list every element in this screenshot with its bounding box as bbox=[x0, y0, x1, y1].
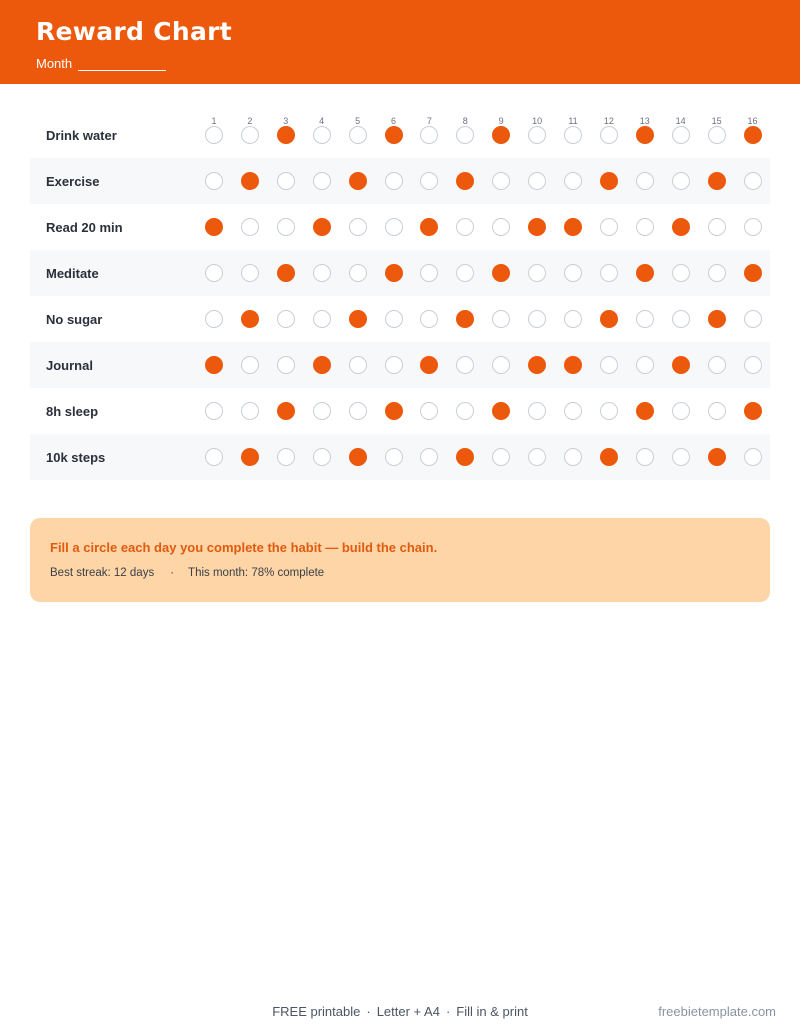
footer-item: Letter + A4 bbox=[376, 1004, 440, 1019]
empty-day-circle[interactable] bbox=[528, 402, 546, 420]
day-number: 7 bbox=[426, 116, 432, 126]
empty-day-circle[interactable] bbox=[349, 264, 367, 282]
empty-day-circle[interactable] bbox=[313, 310, 331, 328]
day-number: 10 bbox=[532, 116, 543, 126]
empty-day-circle[interactable] bbox=[420, 402, 438, 420]
empty-day-circle[interactable] bbox=[349, 126, 367, 144]
day-number: 9 bbox=[498, 116, 504, 126]
month-field bbox=[36, 56, 166, 71]
empty-day-circle[interactable] bbox=[672, 126, 690, 144]
filled-day-circle[interactable] bbox=[241, 310, 259, 328]
filled-day-circle[interactable] bbox=[241, 448, 259, 466]
filled-day-circle[interactable] bbox=[313, 218, 331, 236]
habit-row bbox=[30, 296, 770, 342]
filled-day-circle[interactable] bbox=[744, 126, 762, 144]
filled-day-circle[interactable] bbox=[456, 310, 474, 328]
empty-day-circle[interactable] bbox=[456, 218, 474, 236]
empty-day-circle[interactable] bbox=[600, 356, 618, 374]
empty-day-circle[interactable] bbox=[528, 310, 546, 328]
habit-label: 8h sleep bbox=[46, 404, 99, 419]
empty-day-circle[interactable] bbox=[672, 402, 690, 420]
habit-chart bbox=[30, 112, 770, 488]
empty-day-circle[interactable] bbox=[420, 172, 438, 190]
filled-day-circle[interactable] bbox=[385, 264, 403, 282]
empty-day-circle[interactable] bbox=[564, 126, 582, 144]
empty-day-circle[interactable] bbox=[600, 264, 618, 282]
day-number: 15 bbox=[711, 116, 722, 126]
empty-day-circle[interactable] bbox=[241, 126, 259, 144]
empty-day-circle[interactable] bbox=[564, 402, 582, 420]
empty-day-circle[interactable] bbox=[205, 402, 223, 420]
empty-day-circle[interactable] bbox=[708, 126, 726, 144]
filled-day-circle[interactable] bbox=[492, 264, 510, 282]
filled-day-circle[interactable] bbox=[277, 264, 295, 282]
empty-day-circle[interactable] bbox=[456, 402, 474, 420]
empty-day-circle[interactable] bbox=[708, 218, 726, 236]
habit-label: Journal bbox=[46, 358, 93, 373]
empty-day-circle[interactable] bbox=[528, 126, 546, 144]
empty-day-circle[interactable] bbox=[672, 172, 690, 190]
filled-day-circle[interactable] bbox=[385, 402, 403, 420]
empty-day-circle[interactable] bbox=[672, 448, 690, 466]
empty-day-circle[interactable] bbox=[708, 356, 726, 374]
empty-day-circle[interactable] bbox=[708, 402, 726, 420]
instruction-note bbox=[30, 518, 770, 602]
empty-day-circle[interactable] bbox=[636, 218, 654, 236]
filled-day-circle[interactable] bbox=[241, 172, 259, 190]
filled-day-circle[interactable] bbox=[456, 172, 474, 190]
empty-day-circle[interactable] bbox=[205, 310, 223, 328]
empty-day-circle[interactable] bbox=[385, 218, 403, 236]
empty-day-circle[interactable] bbox=[744, 448, 762, 466]
empty-day-circle[interactable] bbox=[420, 264, 438, 282]
empty-day-circle[interactable] bbox=[636, 448, 654, 466]
empty-day-circle[interactable] bbox=[456, 264, 474, 282]
note-stats bbox=[50, 567, 324, 579]
habit-row bbox=[30, 112, 770, 158]
filled-day-circle[interactable] bbox=[564, 356, 582, 374]
filled-day-circle[interactable] bbox=[349, 310, 367, 328]
empty-day-circle[interactable] bbox=[492, 448, 510, 466]
day-number: 4 bbox=[319, 116, 325, 126]
habit-row bbox=[30, 434, 770, 480]
filled-day-circle[interactable] bbox=[708, 448, 726, 466]
empty-day-circle[interactable] bbox=[600, 126, 618, 144]
empty-day-circle[interactable] bbox=[385, 172, 403, 190]
day-number: 8 bbox=[462, 116, 468, 126]
empty-day-circle[interactable] bbox=[672, 310, 690, 328]
month-label: Month bbox=[36, 56, 73, 71]
filled-day-circle[interactable] bbox=[528, 356, 546, 374]
empty-day-circle[interactable] bbox=[205, 172, 223, 190]
empty-day-circle[interactable] bbox=[385, 448, 403, 466]
filled-day-circle[interactable] bbox=[205, 218, 223, 236]
habit-row bbox=[30, 204, 770, 250]
empty-day-circle[interactable] bbox=[492, 172, 510, 190]
empty-day-circle[interactable] bbox=[277, 218, 295, 236]
empty-day-circle[interactable] bbox=[313, 448, 331, 466]
habit-label: Meditate bbox=[46, 266, 99, 281]
stats-separator: · bbox=[170, 567, 175, 579]
filled-day-circle[interactable] bbox=[528, 218, 546, 236]
filled-day-circle[interactable] bbox=[420, 356, 438, 374]
empty-day-circle[interactable] bbox=[600, 402, 618, 420]
filled-day-circle[interactable] bbox=[277, 126, 295, 144]
empty-day-circle[interactable] bbox=[456, 126, 474, 144]
habit-row bbox=[30, 158, 770, 204]
day-number: 16 bbox=[747, 116, 758, 126]
empty-day-circle[interactable] bbox=[636, 310, 654, 328]
month-progress: This month: 78% complete bbox=[188, 567, 325, 579]
habit-label: Read 20 min bbox=[46, 220, 123, 235]
empty-day-circle[interactable] bbox=[456, 356, 474, 374]
day-number: 2 bbox=[247, 116, 253, 126]
empty-day-circle[interactable] bbox=[420, 448, 438, 466]
filled-day-circle[interactable] bbox=[349, 172, 367, 190]
filled-day-circle[interactable] bbox=[492, 402, 510, 420]
empty-day-circle[interactable] bbox=[313, 126, 331, 144]
empty-day-circle[interactable] bbox=[564, 448, 582, 466]
empty-day-circle[interactable] bbox=[241, 356, 259, 374]
filled-day-circle[interactable] bbox=[564, 218, 582, 236]
footer-separator: · bbox=[445, 1004, 451, 1019]
filled-day-circle[interactable] bbox=[708, 172, 726, 190]
empty-day-circle[interactable] bbox=[277, 448, 295, 466]
empty-day-circle[interactable] bbox=[385, 356, 403, 374]
habit-label: Exercise bbox=[46, 174, 100, 189]
page-title: Reward Chart bbox=[36, 17, 232, 46]
footer-separator: · bbox=[366, 1004, 371, 1019]
filled-day-circle[interactable] bbox=[492, 126, 510, 144]
filled-day-circle[interactable] bbox=[744, 402, 762, 420]
empty-day-circle[interactable] bbox=[349, 356, 367, 374]
day-number: 6 bbox=[390, 116, 396, 126]
header-banner bbox=[0, 0, 800, 84]
empty-day-circle[interactable] bbox=[420, 310, 438, 328]
empty-day-circle[interactable] bbox=[385, 310, 403, 328]
empty-day-circle[interactable] bbox=[313, 264, 331, 282]
habit-row bbox=[30, 250, 770, 296]
filled-day-circle[interactable] bbox=[636, 126, 654, 144]
day-number: 14 bbox=[675, 116, 686, 126]
empty-day-circle[interactable] bbox=[600, 218, 618, 236]
empty-day-circle[interactable] bbox=[636, 172, 654, 190]
empty-day-circle[interactable] bbox=[564, 172, 582, 190]
filled-day-circle[interactable] bbox=[600, 172, 618, 190]
filled-day-circle[interactable] bbox=[672, 356, 690, 374]
filled-day-circle[interactable] bbox=[277, 402, 295, 420]
empty-day-circle[interactable] bbox=[205, 264, 223, 282]
day-number: 1 bbox=[211, 116, 217, 126]
day-number: 11 bbox=[568, 116, 578, 126]
empty-day-circle[interactable] bbox=[349, 218, 367, 236]
empty-day-circle[interactable] bbox=[564, 310, 582, 328]
empty-day-circle[interactable] bbox=[672, 264, 690, 282]
filled-day-circle[interactable] bbox=[708, 310, 726, 328]
empty-day-circle[interactable] bbox=[277, 356, 295, 374]
filled-day-circle[interactable] bbox=[636, 264, 654, 282]
habit-label: No sugar bbox=[46, 312, 103, 327]
empty-day-circle[interactable] bbox=[492, 218, 510, 236]
habit-label: Drink water bbox=[46, 128, 117, 143]
filled-day-circle[interactable] bbox=[205, 356, 223, 374]
filled-day-circle[interactable] bbox=[456, 448, 474, 466]
day-number: 5 bbox=[355, 116, 361, 126]
best-streak: Best streak: 12 days bbox=[50, 567, 155, 579]
empty-day-circle[interactable] bbox=[528, 172, 546, 190]
day-number: 3 bbox=[283, 116, 289, 126]
empty-day-circle[interactable] bbox=[241, 218, 259, 236]
empty-day-circle[interactable] bbox=[241, 402, 259, 420]
empty-day-circle[interactable] bbox=[564, 264, 582, 282]
filled-day-circle[interactable] bbox=[349, 448, 367, 466]
footer-item: Fill in & print bbox=[456, 1004, 528, 1019]
empty-day-circle[interactable] bbox=[744, 172, 762, 190]
empty-day-circle[interactable] bbox=[313, 402, 331, 420]
habit-label: 10k steps bbox=[46, 450, 106, 465]
empty-day-circle[interactable] bbox=[528, 264, 546, 282]
empty-day-circle[interactable] bbox=[277, 310, 295, 328]
empty-day-circle[interactable] bbox=[313, 172, 331, 190]
empty-day-circle[interactable] bbox=[492, 310, 510, 328]
empty-day-circle[interactable] bbox=[708, 264, 726, 282]
day-number: 13 bbox=[639, 116, 650, 126]
filled-day-circle[interactable] bbox=[420, 218, 438, 236]
filled-day-circle[interactable] bbox=[313, 356, 331, 374]
filled-day-circle[interactable] bbox=[600, 448, 618, 466]
habit-row bbox=[30, 342, 770, 388]
empty-day-circle[interactable] bbox=[205, 126, 223, 144]
empty-day-circle[interactable] bbox=[744, 356, 762, 374]
empty-day-circle[interactable] bbox=[492, 356, 510, 374]
footer-item: FREE printable bbox=[272, 1004, 361, 1019]
empty-day-circle[interactable] bbox=[528, 448, 546, 466]
filled-day-circle[interactable] bbox=[636, 402, 654, 420]
empty-day-circle[interactable] bbox=[636, 356, 654, 374]
empty-day-circle[interactable] bbox=[349, 402, 367, 420]
filled-day-circle[interactable] bbox=[385, 126, 403, 144]
filled-day-circle[interactable] bbox=[600, 310, 618, 328]
day-number: 12 bbox=[603, 116, 614, 126]
empty-day-circle[interactable] bbox=[241, 264, 259, 282]
footer-site[interactable]: freebietemplate.com bbox=[658, 1004, 776, 1019]
filled-day-circle[interactable] bbox=[744, 264, 762, 282]
filled-day-circle[interactable] bbox=[672, 218, 690, 236]
habit-row bbox=[30, 388, 770, 434]
note-message: Fill a circle each day you complete the habit — build the chain. bbox=[50, 540, 438, 555]
empty-day-circle[interactable] bbox=[420, 126, 438, 144]
empty-day-circle[interactable] bbox=[744, 310, 762, 328]
empty-day-circle[interactable] bbox=[277, 172, 295, 190]
empty-day-circle[interactable] bbox=[205, 448, 223, 466]
empty-day-circle[interactable] bbox=[744, 218, 762, 236]
month-blank-line[interactable] bbox=[78, 58, 166, 71]
